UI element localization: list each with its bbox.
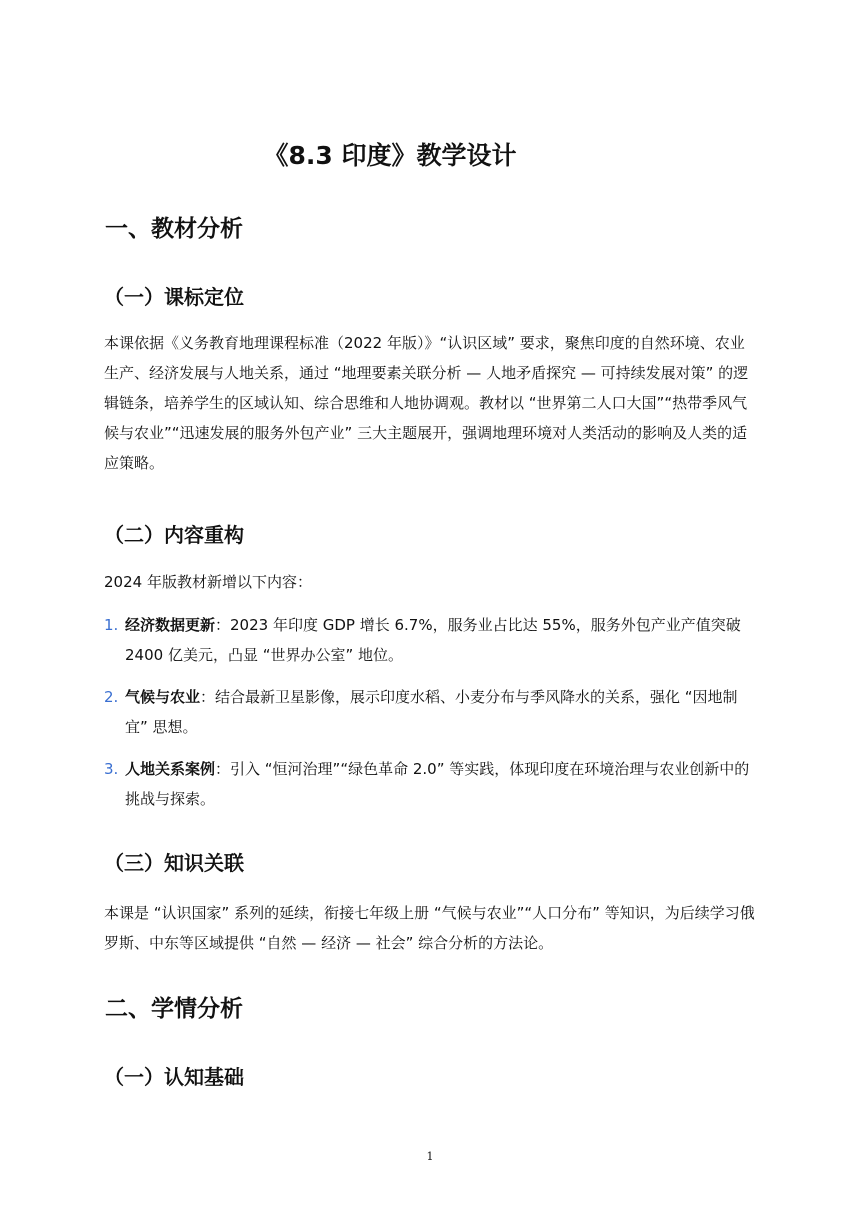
list-number: 3.	[104, 760, 119, 778]
paragraph-knowledge-link: 本课是 “认识国家” 系列的延续，衔接七年级上册 “气候与农业”“人口分布” 等知识，为后续学习俄罗斯、中东等区域提供 “自然 — 经济 — 社会” 综合分析的方法论。	[104, 904, 755, 952]
page-number: 1	[426, 1150, 434, 1163]
list-item-label: 气候与农业	[125, 688, 201, 706]
subsection-heading-knowledge-link: （三）知识关联	[104, 851, 244, 875]
new-content-list	[104, 610, 758, 814]
section-heading-textbook-analysis: 一、教材分析	[105, 216, 243, 242]
subsection-heading-cognitive-base: （一）认知基础	[104, 1065, 244, 1089]
list-item-text: ：2023 年印度 GDP 增长 6.7%，服务业占比达 55%，服务外包产业产值突破 2400 亿美元，凸显 “世界办公室” 地位。	[125, 616, 741, 664]
list-item-label: 人地关系案例	[125, 760, 216, 778]
section-heading-student-analysis: 二、学情分析	[105, 996, 243, 1022]
list-number: 2.	[104, 688, 119, 706]
list-item	[104, 682, 758, 742]
list-item-text: ：结合最新卫星影像，展示印度水稻、小麦分布与季风降水的关系，强化 “因地制宜” 思想。	[125, 688, 738, 736]
subsection-heading-curriculum-position: （一）课标定位	[104, 285, 244, 309]
document-title: 《8.3 印度》教学设计	[263, 141, 517, 170]
list-item-label: 经济数据更新	[125, 616, 216, 634]
subsection-heading-content-restructure: （二）内容重构	[104, 523, 244, 547]
paragraph-curriculum-position: 本课依据《义务教育地理课程标准（2022 年版）》“认识区域” 要求，聚焦印度的自然环境、农业生产、经济发展与人地关系，通过 “地理要素关联分析 — 人地矛盾探究 — 可持续发展对策” 的逻辑链条，培养学生的区域认知、综合思维和人地协调观。教材以 “世界第二人口大国”“热带季风气候与农业”“迅速发展的服务外包产业” 三大主题展开，强调地理环境对人类活动的影响及人类的适应策略。	[104, 334, 749, 472]
list-item	[104, 754, 758, 814]
list-number: 1.	[104, 616, 119, 634]
list-item	[104, 610, 758, 670]
list-item-text: ：引入 “恒河治理”“绿色革命 2.0” 等实践，体现印度在环境治理与农业创新中的挑战与探索。	[125, 760, 750, 808]
paragraph-content-intro: 2024 年版教材新增以下内容：	[104, 573, 312, 591]
